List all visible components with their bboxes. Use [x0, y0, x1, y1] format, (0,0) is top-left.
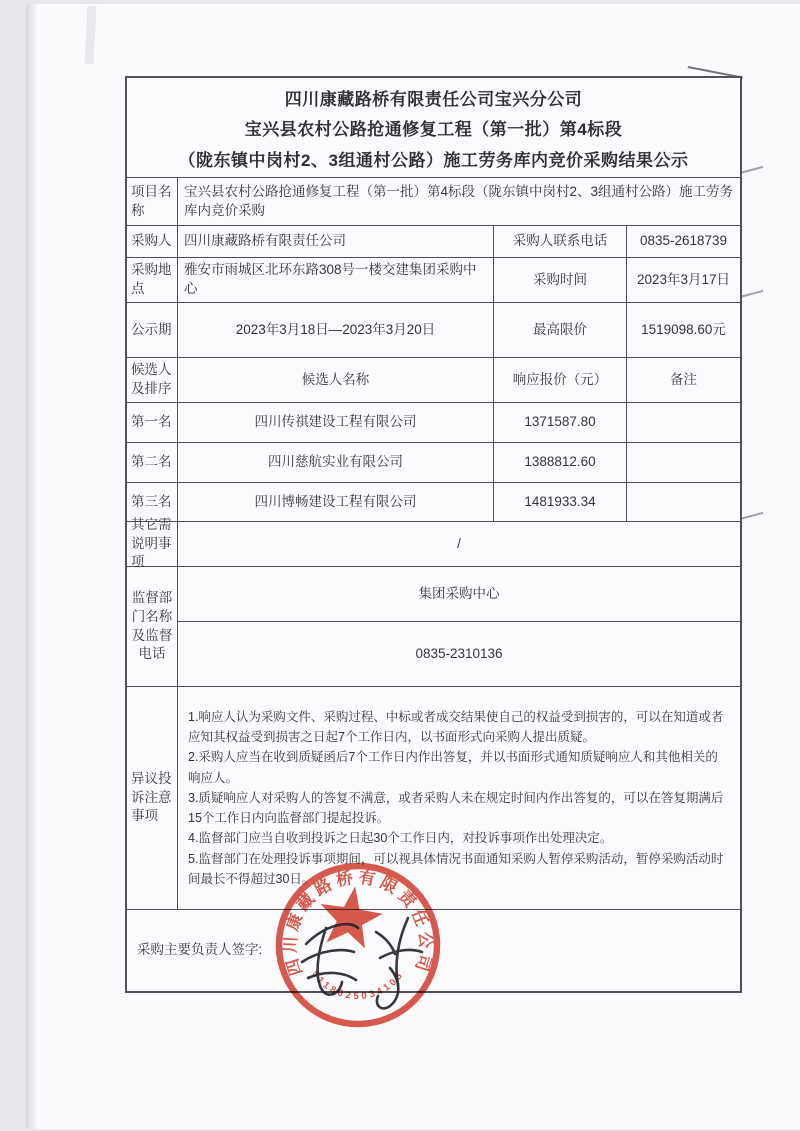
notice-item-3: 3.质疑响应人对采购人的答复不满意，或者采购人未在规定时间内作出答复的，可以在答复期满后15个工作日内向监督部门提起投诉。: [188, 790, 724, 826]
other-notes-label: 其它需说明事项: [127, 522, 178, 566]
project-name-row: [127, 178, 740, 226]
location-label: 采购地点: [127, 258, 178, 302]
handwritten-signature: [292, 902, 442, 1014]
location-value: 雅安市雨城区北环东路308号一楼交建集团采购中心: [178, 258, 494, 302]
purchaser-value: 四川康藏路桥有限责任公司: [178, 226, 494, 257]
notice-item-2: 2.采购人应当在收到质疑函后7个工作日内作出答复，并以书面形式通知质疑响应人和其他相关的响应人。: [188, 750, 718, 785]
title-line-1: 四川康藏路桥有限责任公司宝兴分公司: [284, 90, 583, 109]
seal-number-text: 5118025034105: [309, 968, 407, 1003]
candidate-rank: 第一名: [127, 403, 178, 442]
candidate-price: 1388812.60: [494, 443, 627, 482]
candidate-rank: 第二名: [127, 443, 178, 482]
title-line-3: （陇东镇中岗村2、3组通村公路）施工劳务库内竞价采购结果公示: [178, 150, 689, 170]
project-name-value: 宝兴县农村公路抢通修复工程（第一批）第4标段（陇东镇中岗村2、3组通村公路）施工劳务库内竞价采购: [184, 183, 734, 218]
candidate-note: [627, 443, 740, 482]
supervisor-name: 集团采购中心: [178, 567, 740, 622]
publicity-row: [127, 303, 740, 358]
objection-notice-content: [178, 687, 740, 909]
supervisor-stack: [178, 567, 740, 686]
purchase-time-value: 2023年3月17日: [636, 271, 731, 287]
other-notes-row: [127, 516, 740, 570]
title-line-2: 宝兴县农村公路抢通修复工程（第一批）第4标段: [244, 120, 623, 140]
supervisor-label: 监督部门名称及监督电话: [127, 567, 178, 686]
supervisor-row: [127, 567, 740, 687]
candidate-row-2: [127, 443, 740, 483]
scan-edge-shadow: [26, 4, 38, 1129]
notice-item-1: 1.响应人认为采购文件、采购过程、中标或者成交结果使自己的权益受到损害的，可以在知道或者应知其权益受到损害之日起7个工作日内，以书面形式向采购人提出质疑。: [188, 709, 724, 745]
candidates-header-row: [127, 358, 740, 403]
candidates-note-header: 备注: [670, 371, 697, 387]
other-notes-value: /: [457, 535, 461, 551]
candidate-name: 四川传祺建设工程有限公司: [178, 403, 494, 442]
project-name-label: 项目名称: [127, 178, 178, 225]
announcement-table: [125, 76, 742, 993]
document-title: [127, 78, 740, 177]
publicity-value: 2023年3月18日—2023年3月20日: [178, 303, 494, 357]
candidate-row-3: [127, 483, 740, 522]
purchaser-row: [127, 226, 740, 258]
max-price-value: 1519098.60元: [641, 321, 726, 337]
publicity-label: 公示期: [127, 303, 178, 357]
notice-item-5: 5.监督部门在处理投诉事项期间，可以视具体情况书面通知采购人暂停采购活动，暂停采购活动时间最长不得超过30日。: [188, 851, 724, 886]
notice-item-4: 4.监督部门应当自收到投诉之日起30个工作日内，对投诉事项作出处理决定。: [188, 831, 613, 846]
candidate-note: [627, 403, 740, 442]
seal-company-text: 四川康藏路桥有限责任公司: [281, 868, 435, 978]
title-row: [127, 78, 740, 178]
candidates-name-header: 候选人名称: [178, 358, 494, 402]
objection-notice-label: 异议投诉注意事项: [127, 687, 178, 909]
candidates-price-header: 响应报价（元）: [494, 358, 627, 402]
location-row: [127, 258, 740, 303]
purchaser-phone-value: 0835-2618739: [639, 233, 728, 249]
candidate-name: 四川慈航实业有限公司: [178, 443, 494, 482]
candidate-rank: 第三名: [127, 483, 178, 521]
purchase-time-label: 采购时间: [494, 258, 627, 302]
purchaser-label: 采购人: [127, 226, 178, 257]
max-price-label: 最高限价: [494, 303, 627, 357]
candidates-rank-header: 候选人及排序: [127, 358, 178, 402]
candidate-name: 四川博畅建设工程有限公司: [178, 483, 494, 521]
candidate-note: [627, 483, 740, 521]
supervisor-phone: 0835-2310136: [415, 645, 503, 661]
candidate-row-1: [127, 403, 740, 443]
candidate-price: 1481933.34: [494, 483, 627, 521]
purchaser-phone-label: 采购人联系电话: [494, 226, 627, 257]
candidate-price: 1371587.80: [494, 403, 627, 442]
signature-label: 采购主要负责人签字:: [137, 942, 263, 958]
objection-notice-text: [178, 699, 740, 897]
